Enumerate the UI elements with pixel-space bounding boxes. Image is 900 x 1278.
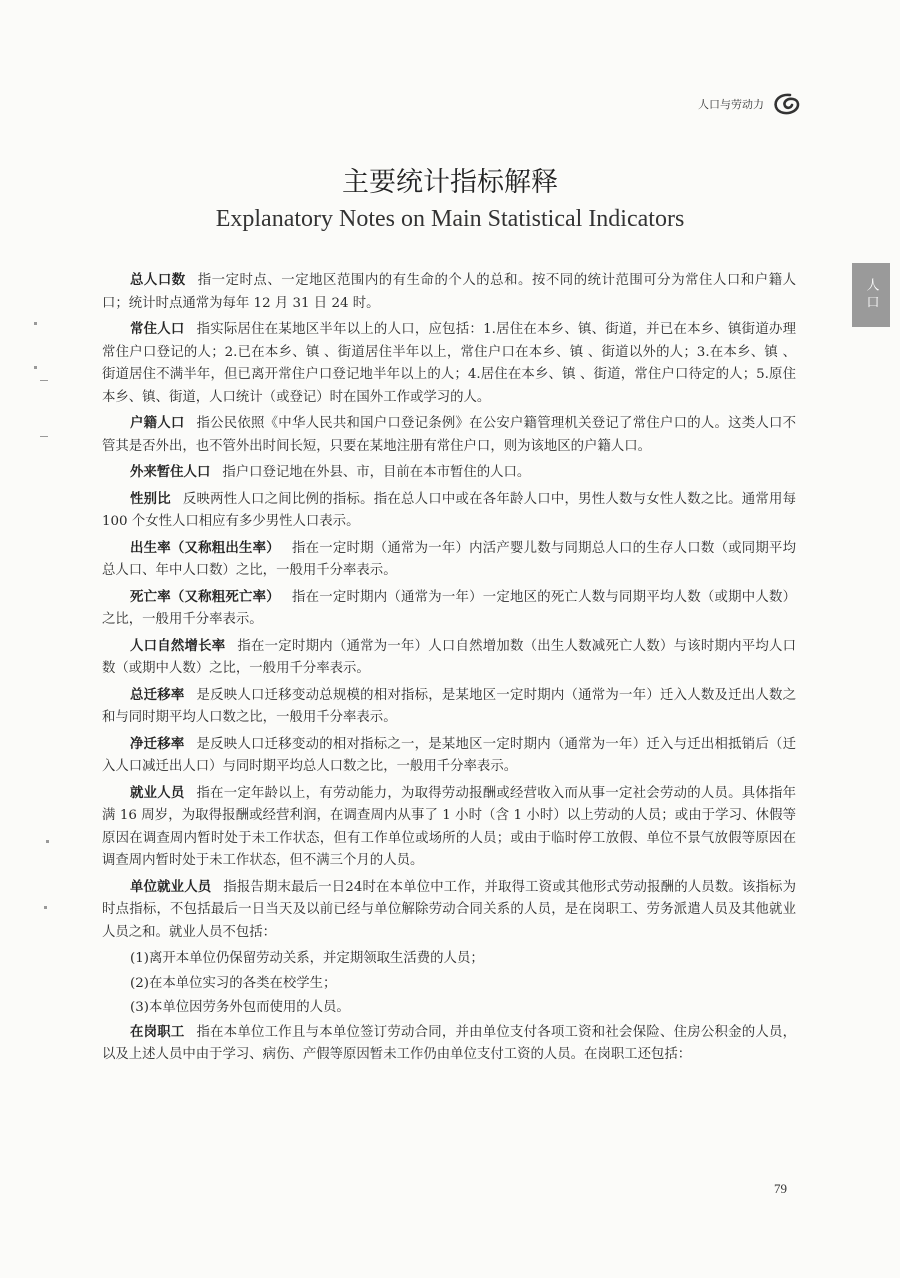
entry-on-post-staff bbox=[102, 1022, 796, 1067]
term: 人口自然增长率 bbox=[130, 638, 226, 654]
definition: 指公民依照《中华人民共和国户口登记条例》在公安户籍管理机关登记了常住户口的人。这类人口不管其是否外出，也不管外出时间长短，只要在某地注册有常住户口，则为该地区的户籍人口。 bbox=[102, 416, 797, 454]
scan-mark bbox=[34, 322, 37, 325]
term: 常住人口 bbox=[130, 322, 185, 337]
entry-net-migration-rate bbox=[102, 734, 796, 779]
term: 净迁移率 bbox=[130, 736, 185, 752]
scan-mark bbox=[46, 840, 49, 843]
scan-mark bbox=[40, 380, 48, 381]
term: 就业人员 bbox=[130, 785, 185, 801]
entry-unit-employed-persons bbox=[102, 877, 796, 945]
list-item: (1)离开本单位仍保留劳动关系，并定期领取生活费的人员； bbox=[130, 951, 484, 966]
definition: 指在一定年龄以上，有劳动能力，为取得劳动报酬或经营收入而从事一定社会劳动的人员。具体指年满 16 周岁，为取得报酬或经营利润，在调查周内从事了 1 小时（含 1 小时）以上劳动的人员；或由于学习、休假等原因在调查周内暂时处于未工作状态，但有工作单位或场所的人员；或由于临时停工放假、单位不景气放假等原因在调查周内暂时处于未工作状态，但不满三个月的人员。 bbox=[102, 785, 797, 868]
notes-body bbox=[102, 270, 796, 1071]
section-side-tab: 人口 bbox=[852, 263, 890, 327]
entry-temporary-population bbox=[102, 462, 796, 485]
entry-birth-rate bbox=[102, 538, 796, 583]
definition: 指在一定时期内（通常为一年）一定地区的死亡人数与同期平均人数（或期中人数）之比，一般用千分率表示。 bbox=[102, 589, 797, 627]
scan-mark bbox=[34, 366, 37, 369]
entry-total-population bbox=[102, 270, 796, 315]
term: 外来暂住人口 bbox=[130, 465, 211, 480]
page-title-english: Explanatory Notes on Main Statistical Indicators bbox=[215, 206, 685, 232]
entry-death-rate bbox=[102, 587, 796, 632]
definition: 指在一定时期（通常为一年）内活产婴儿数与同期总人口的生存人口数（或同期平均总人口、年中人口数）之比，一般用千分率表示。 bbox=[102, 540, 797, 578]
list-item: (3)本单位因劳务外包而使用的人员。 bbox=[130, 1000, 350, 1015]
term: 性别比 bbox=[130, 491, 171, 507]
term: 死亡率（又称粗死亡率） bbox=[130, 589, 280, 605]
page-title-chinese: 主要统计指标解释 bbox=[342, 167, 558, 198]
definition: 指报告期末最后一日24时在本单位中工作，并取得工资或其他形式劳动报酬的人员数。该指标为时点指标，不包括最后一日当天及以前已经与单位解除劳动合同关系的人员，是在岗职工、劳务派遣人员及其他就业人员之和。就业人员不包括： bbox=[102, 879, 797, 940]
entry-natural-growth-rate bbox=[102, 636, 796, 681]
term: 户籍人口 bbox=[130, 416, 185, 431]
entry-sex-ratio bbox=[102, 489, 796, 534]
entry-employed-persons bbox=[102, 783, 796, 873]
scan-mark bbox=[40, 436, 48, 437]
page-number: 79 bbox=[774, 1181, 787, 1196]
definition: 是反映人口迁移变动总规模的相对指标，是某地区一定时期内（通常为一年）迁入人数及迁出人数之和与同时期平均人口数之比，一般用千分率表示。 bbox=[102, 687, 797, 725]
definition: 指在一定时期内（通常为一年）人口自然增加数（出生人数减死亡人数）与该时期内平均人口数（或期中人数）之比，一般用千分率表示。 bbox=[102, 638, 797, 676]
entry-registered-population bbox=[102, 413, 796, 458]
page-header bbox=[698, 92, 802, 116]
definition: 反映两性人口之间比例的指标。指在总人口中或在各年龄人口中，男性人数与女性人数之比。通常用每 100 个女性人口相应有多少男性人口表示。 bbox=[102, 491, 796, 529]
list-item: (2)在本单位实习的各类在校学生； bbox=[130, 975, 337, 991]
term: 出生率（又称粗出生率） bbox=[130, 540, 280, 556]
definition: 是反映人口迁移变动的相对指标之一，是某地区一定时期内（通常为一年）迁入与迁出相抵销后（迁入人口减迁出人口）与同时期平均总人口数之比，一般用千分率表示。 bbox=[102, 736, 797, 774]
term: 单位就业人员 bbox=[130, 879, 212, 895]
entry-resident-population bbox=[102, 319, 796, 409]
term: 在岗职工 bbox=[130, 1024, 185, 1040]
scan-mark bbox=[44, 906, 47, 909]
term: 总人口数 bbox=[130, 273, 186, 288]
entry-total-migration-rate bbox=[102, 685, 796, 730]
section-label: 人口与劳动力 bbox=[698, 98, 764, 111]
definition: 指在本单位工作且与本单位签订劳动合同，并由单位支付各项工资和社会保险、住房公积金的人员，以及上述人员中由于学习、病伤、产假等原因暂未工作仍由单位支付工资的人员。在岗职工还包括： bbox=[102, 1024, 797, 1062]
definition: 指户口登记地在外县、市，目前在本市暂住的人口。 bbox=[222, 465, 531, 480]
definition: 指实际居住在某地区半年以上的人口，应包括：1.居住在本乡、镇、街道，并已在本乡、镇街道办理常住户口登记的人；2.已在本乡、镇 、街道居住半年以上，常住户口在本乡、镇 、街道以外的人；3.在本乡、镇 、街道居住不满半年，但已离开常住户口登记地半年以上的人；4.居住在本乡、镇 、街道，常住户口待定的人；5.原住本乡、镇、街道，人口统计（或登记）时在国外工作或学习的人。 bbox=[102, 322, 796, 405]
spiral-logo-icon bbox=[772, 92, 802, 116]
definition: 指一定时点、一定地区范围内的有生命的个人的总和。按不同的统计范围可分为常住人口和户籍人口；统计时点通常为每年 12 月 31 日 24 时。 bbox=[102, 273, 797, 311]
term: 总迁移率 bbox=[130, 687, 185, 703]
